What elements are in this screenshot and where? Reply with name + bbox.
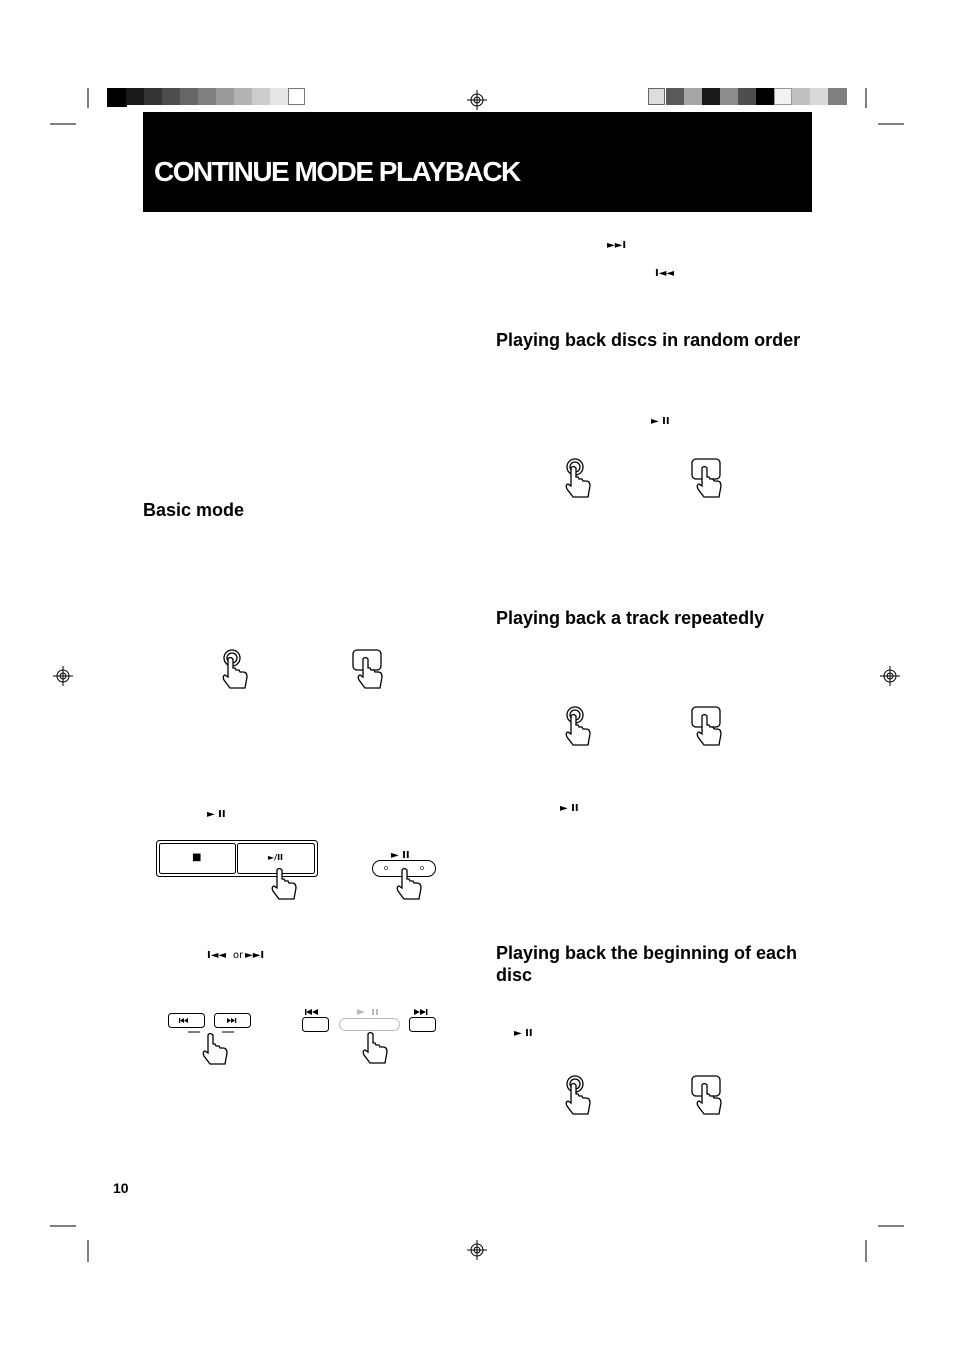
heading-beginning-each-disc: Playing back the beginning of each disc: [496, 943, 798, 985]
play-pause-symbol: ► II: [207, 809, 226, 820]
device-skip-buttons-illustration: [302, 1006, 442, 1070]
page-title: CONTINUE MODE PLAYBACK: [154, 156, 520, 187]
skip-forward-symbol: ►►I: [245, 950, 265, 961]
random-play-symbol: ► II: [651, 416, 670, 427]
device-play-symbol: ► II: [391, 850, 410, 861]
hand-press-beginning-illustration: [558, 1071, 758, 1131]
heading-repeat-track: Playing back a track repeatedly: [496, 608, 765, 628]
panel-play-symbol: ►/II: [268, 853, 284, 862]
repeat-play-symbol: ► II: [560, 803, 579, 814]
heading-random-order: Playing back discs in random order: [496, 330, 801, 350]
heading-basic-mode: Basic mode: [143, 500, 245, 520]
device-play-button-illustration: [372, 850, 438, 904]
skip-connector: or: [233, 950, 244, 961]
hand-press-repeat-illustration: [558, 702, 758, 762]
skip-symbols-left: [207, 950, 277, 964]
title-bar: [143, 112, 812, 212]
page-number: 10: [113, 1180, 129, 1196]
hand-press-random-illustration: [558, 454, 758, 514]
front-panel-illustration: [156, 840, 316, 876]
stop-symbol: ■: [192, 852, 202, 863]
remote-skip-buttons-illustration: [168, 1010, 258, 1070]
registration-target-icon: [53, 90, 900, 1260]
beginning-play-symbol: ► II: [514, 1028, 533, 1039]
hand-press-remote-illustration: [215, 645, 415, 705]
right-skip-forward-symbol: ►►I: [607, 240, 627, 251]
skip-back-symbol: I◄◄: [207, 950, 227, 961]
right-skip-back-symbol: I◄◄: [655, 268, 675, 279]
